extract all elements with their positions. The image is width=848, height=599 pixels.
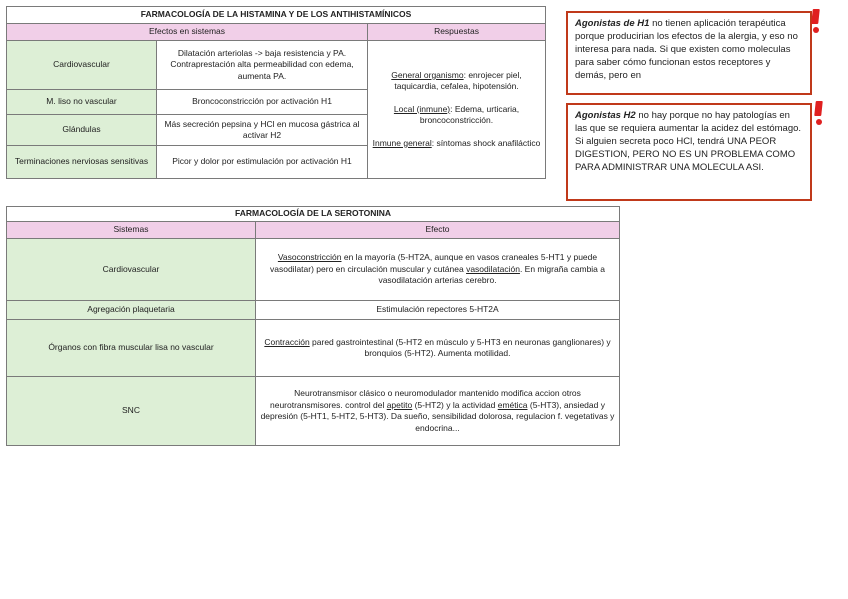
system-cell: SNC: [7, 377, 256, 446]
responses-cell: [368, 41, 546, 179]
response-item: General organismo: enrojecer piel, taquicardia, cefalea, hipotensión.: [391, 69, 522, 92]
exclamation-icon: [815, 101, 823, 125]
effect-cell: Estimulación repectores 5-HT2A: [256, 301, 620, 320]
system-cell: Glándulas: [7, 115, 157, 146]
note-agonistas-h2: Agonistas H2 no hay porque no hay patologías en las que se requiera aumentar la acidez del estómago. Si alguien secreta poco HCl, tendrá UNA PEOR DIGESTION, PERO NO ES UN PROBLEMA COMO PARA ADMINISTRAR UNA MOLECULA ASI.: [566, 103, 812, 201]
response-item: Local (inmune): Edema, urticaria, broncoconstricción.: [393, 103, 520, 126]
system-cell: Agregación plaquetaria: [7, 301, 256, 320]
exclamation-icon: [812, 9, 820, 33]
effect-cell: Neurotransmisor clásico o neuromodulador mantenido modifica accion otros neurotransmisores. control del apetito (5-HT2) y la actividad emética (5-HT3), ansiedad y depresión (5-HT1, 5-HT2, 5-HT3). Da sueño, sensibilidad dolorosa, regulacion f. vegetativas y endocrina...: [256, 377, 620, 446]
effect-cell: Contracción pared gastrointestinal (5-HT2 en músculo y 5-HT3 en neuronas ganglionares) y bronquios (5-HT2). Aumenta motilidad.: [256, 320, 620, 377]
histamine-table: [6, 6, 546, 179]
serotonin-table-title: FARMACOLOGÍA DE LA SEROTONINA: [7, 207, 620, 222]
col-header-effects: Efectos en sistemas: [7, 24, 368, 41]
effect-cell: Vasoconstricción en la mayoría (5-HT2A, aunque en vasos craneales 5-HT1 y puede vasodilatar) pero en circulación muscular y cutánea vasodilatación. En migraña cambia a vasodilatación arterias cerebro.: [256, 239, 620, 301]
system-cell: Órganos con fibra muscular lisa no vascular: [7, 320, 256, 377]
system-cell: Cardiovascular: [7, 41, 157, 90]
col-header-responses: Respuestas: [368, 24, 546, 41]
system-cell: Terminaciones nerviosas sensitivas: [7, 146, 157, 179]
col-header-systems: Sistemas: [7, 222, 256, 239]
system-cell: M. liso no vascular: [7, 90, 157, 115]
col-header-effect: Efecto: [256, 222, 620, 239]
response-item: Inmune general: síntomas shock anafiláctico: [372, 137, 541, 148]
serotonin-table: [6, 206, 620, 446]
system-cell: Cardiovascular: [7, 239, 256, 301]
effect-cell: Broncoconstricción por activación H1: [157, 90, 368, 115]
effect-cell: Más secreción pepsina y HCl en mucosa gástrica al activar H2: [157, 115, 368, 146]
histamine-table-title: FARMACOLOGÍA DE LA HISTAMINA Y DE LOS ANTIHISTAMÍNICOS: [7, 7, 546, 24]
effect-cell: Dilatación arteriolas -> baja resistencia y PA. Contraprestación alta permeabilidad con edema, aumenta PA.: [157, 41, 368, 90]
note-agonistas-h1: Agonistas de H1 no tienen aplicación terapéutica porque producirian los efectos de la alergia, y eso no interesa para nada. Si que existen como moleculas para saber cómo funcionan estos receptores y demás, pero en: [566, 11, 812, 95]
effect-cell: Picor y dolor por estimulación por activación H1: [157, 146, 368, 179]
